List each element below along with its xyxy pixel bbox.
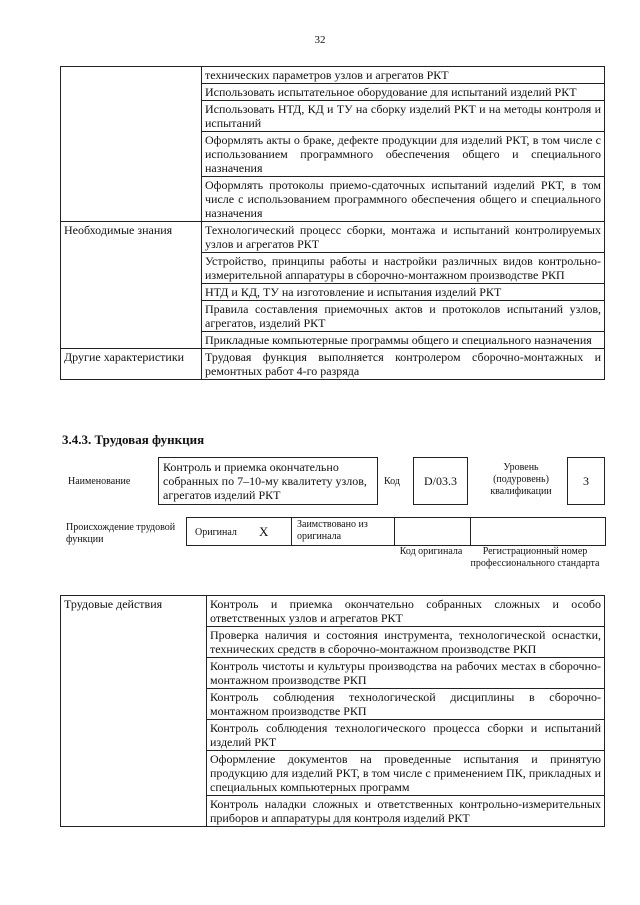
table-cell: Прикладные компьютерные программы общего и специального назначения	[202, 332, 605, 349]
borrowed-label: Заимствовано из оригинала	[297, 519, 368, 542]
original-label: Оригинал	[195, 527, 237, 538]
divider	[291, 518, 292, 545]
divider	[470, 518, 471, 545]
table-cell: Использовать НТД, КД и ТУ на сборку изделий РКТ и на методы контроля и испытаний	[202, 101, 605, 132]
table-cell: Контроль соблюдения технологической дисциплины в сборочно-монтажном производстве РКП	[207, 689, 605, 720]
row-label-other: Другие характеристики	[61, 349, 202, 380]
level-label: Уровень (подуровень) квалификации	[490, 462, 552, 497]
table-cell: Оформление документов на проведенные испытания и принятую продукцию для изделий РКТ, в том числе с применением ПК, прикладных и специальных компьютерных программ	[207, 751, 605, 796]
function-code-box: D/03.3	[413, 457, 468, 505]
code-original-caption: Код оригинала	[399, 546, 463, 557]
table-cell: Технологический процесс сборки, монтажа и испытаний контролируемых узлов и агрегатов РКТ	[202, 222, 605, 253]
origin-box	[186, 517, 606, 546]
table-cell: Контроль и приемка окончательно собранных сложных и особо ответственных узлов и агрегатов РКТ	[207, 596, 605, 627]
registration-number-caption: Регистрационный номер профессионального стандарта	[470, 546, 600, 569]
table-cell: Устройство, принципы работы и настройки различных видов контрольно-измерительной аппаратуры в сборочно-монтажном производстве РКП	[202, 253, 605, 284]
page-number: 32	[314, 34, 326, 46]
table-cell: НТД и КД, ТУ на изготовление и испытания изделий РКТ	[202, 284, 605, 301]
level-value-box: 3	[567, 457, 605, 505]
labor-actions-table	[60, 595, 605, 827]
skills-knowledge-table	[60, 66, 605, 380]
table-cell: Правила составления приемочных актов и протоколов испытаний узлов, агрегатов, изделий РКТ	[202, 301, 605, 332]
table-cell: Контроль наладки сложных и ответственных контрольно-измерительных приборов и аппаратуры для контроля изделий РКТ	[207, 796, 605, 827]
table-cell: Трудовая функция выполняется контролером сборочно-монтажных и ремонтных работ 4-го разряда	[202, 349, 605, 380]
row-label-skills-continued	[61, 67, 202, 222]
row-label-knowledge: Необходимые знания	[61, 222, 202, 349]
section-heading: 3.4.3. Трудовая функция	[62, 432, 205, 447]
origin-label: Происхождение трудовой функции	[66, 522, 176, 545]
table-cell: Оформлять протоколы приемо-сдаточных испытаний изделий РКТ, в том числе с использованием программного обеспечения общего и специального назначения	[202, 177, 605, 222]
table-cell: Использовать испытательное оборудование для испытаний изделий РКТ	[202, 84, 605, 101]
name-label: Наименование	[68, 476, 131, 487]
table-row	[61, 222, 605, 253]
code-label: Код	[384, 476, 400, 487]
table-row	[61, 596, 605, 627]
function-name-box: Контроль и приемка окончательно собранных по 7–10-му квалитету узлов, агрегатов изделий РКТ	[158, 457, 378, 505]
table-cell: Контроль соблюдения технологического процесса сборки и испытаний изделий РКТ	[207, 720, 605, 751]
original-mark: X	[259, 524, 269, 539]
table-row	[61, 349, 605, 380]
table-cell: Контроль чистоты и культуры производства на рабочих местах в сборочно-монтажном производстве РКП	[207, 658, 605, 689]
divider	[394, 518, 395, 545]
row-label-labor-actions: Трудовые действия	[61, 596, 207, 827]
table-cell: технических параметров узлов и агрегатов РКТ	[202, 67, 605, 84]
table-row	[61, 67, 605, 84]
table-cell: Проверка наличия и состояния инструмента, технологической оснастки, технических средств в сборочно-монтажном производстве РКП	[207, 627, 605, 658]
table-cell: Оформлять акты о браке, дефекте продукции для изделий РКТ, в том числе с использованием программного обеспечения общего и специального назначения	[202, 132, 605, 177]
